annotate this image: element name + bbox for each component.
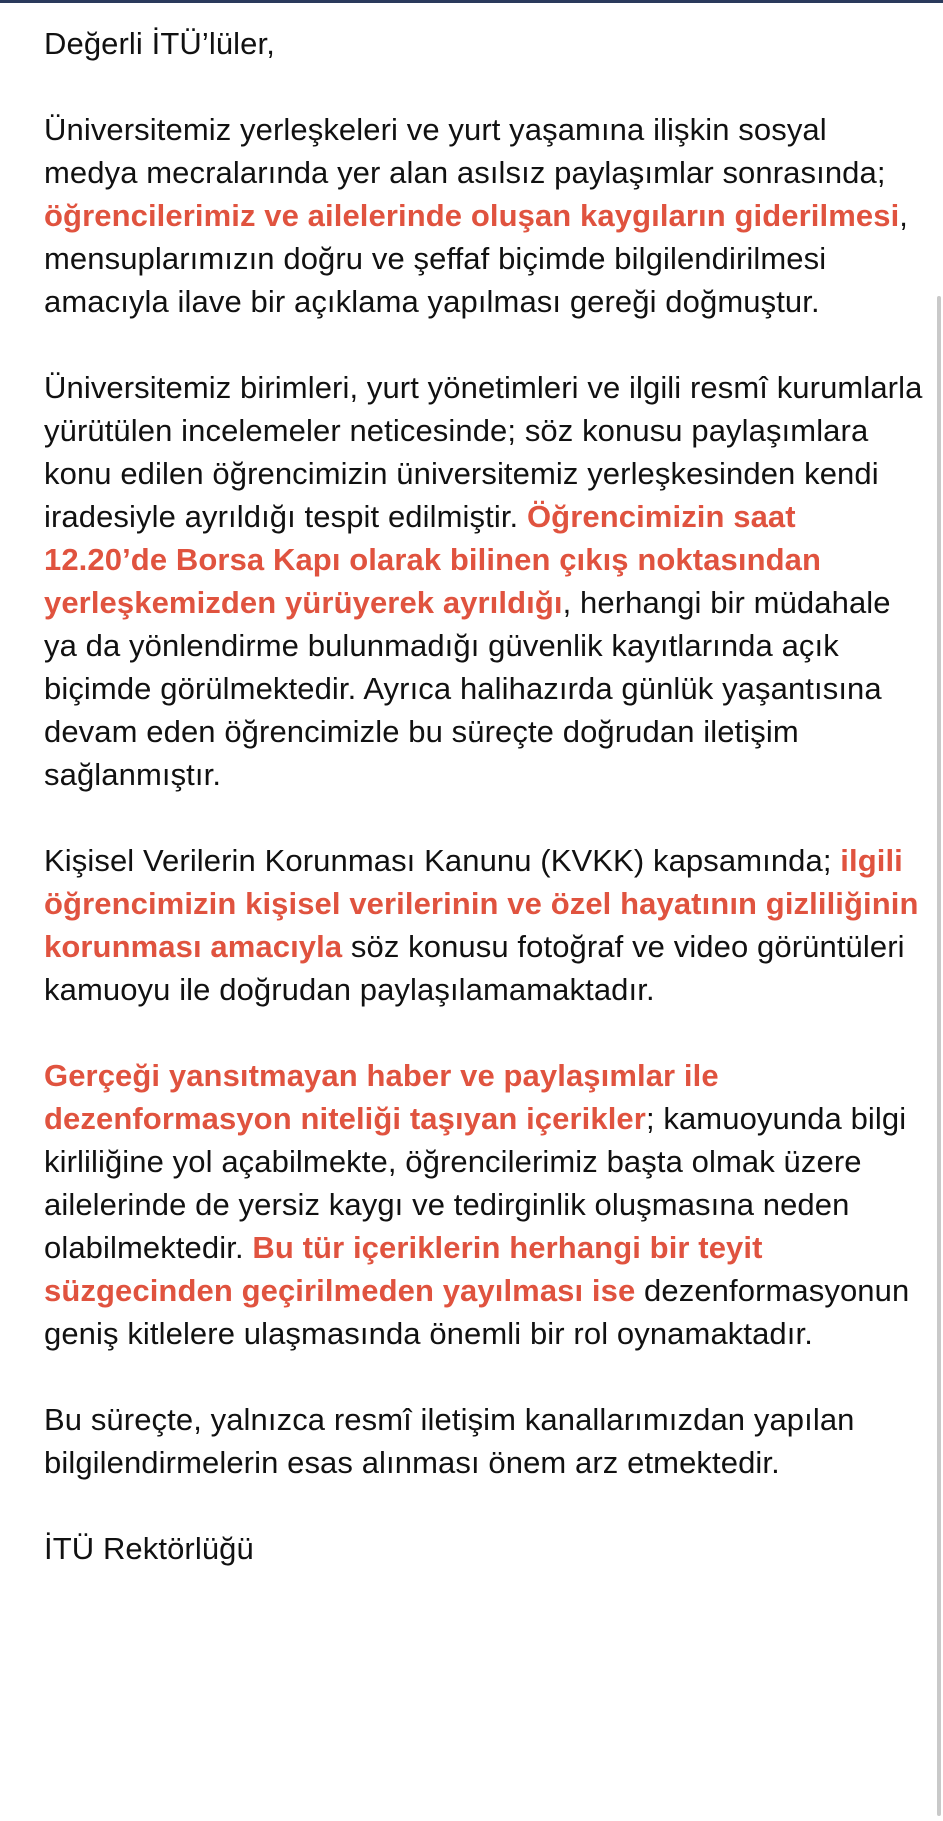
- paragraph-2-text-b: , herhangi bir müdahale ya da yönlendirme bulunmadığı güvenlik kayıtlarında açık biçimde görülmektedir. Ayrıca halihazırda günlük yaşantısına devam eden öğrencimizle bu süreçte doğrudan iletişim sağlanmıştır.: [44, 585, 891, 792]
- paragraph-2-text-a: Üniversitemiz birimleri, yurt yönetimleri ve ilgili resmî kurumlarla yürütülen incelemeler neticesinde; söz konusu paylaşımlara konu edilen öğrencimizin üniversitemiz yerleşkesinden kendi iradesiyle ayrıldığı tespit edilmiştir.: [44, 370, 923, 534]
- paragraph-2-highlight: Öğrencimizin saat 12.20’de Borsa Kapı olarak bilinen çıkış noktasından yerleşkemizden yürüyerek ayrıldığı: [44, 499, 822, 620]
- paragraph-5: Bu süreçte, yalnızca resmî iletişim kanallarımızdan yapılan bilgilendirmelerin esas alınması önem arz etmektedir.: [44, 1402, 855, 1480]
- signature: İTÜ Rektörlüğü: [44, 1531, 254, 1566]
- paragraph-3-text-b: söz konusu fotoğraf ve video görüntüleri kamuoyu ile doğrudan paylaşılamamaktadır.: [44, 929, 905, 1007]
- paragraph-1-highlight: öğrencilerimiz ve ailelerinde oluşan kaygıların giderilmesi: [44, 198, 900, 233]
- paragraph-4-text-b: dezenformasyonun geniş kitlelere ulaşmasında önemli bir rol oynamaktadır.: [44, 1273, 910, 1351]
- paragraph-4-text-a: ; kamuoyunda bilgi kirliliğine yol açabilmekte, öğrencilerimiz başta olmak üzere ailelerinde de yersiz kaygı ve tedirginlik oluşmasına neden olabilmektedir.: [44, 1101, 907, 1265]
- paragraph-4-highlight-2: Bu tür içeriklerin herhangi bir teyit süzgecinden geçirilmeden yayılması ise: [44, 1230, 763, 1308]
- letter-body: [44, 22, 924, 1613]
- paragraph-1-text-b: , mensuplarımızın doğru ve şeffaf biçimde bilgilendirilmesi amacıyla ilave bir açıklama yapılması gereği doğmuştur.: [44, 198, 909, 319]
- paragraph-3-text-a: Kişisel Verilerin Korunması Kanunu (KVKK) kapsamında;: [44, 843, 841, 878]
- greeting: Değerli İTÜ’lüler,: [44, 26, 275, 61]
- top-edge-line: [0, 0, 943, 3]
- paragraph-4: [44, 1054, 924, 1355]
- scrollbar[interactable]: [937, 296, 941, 1816]
- paragraph-4-highlight-1: Gerçeği yansıtmayan haber ve paylaşımlar ile dezenformasyon niteliği taşıyan içerikler: [44, 1058, 719, 1136]
- paragraph-1-text-a: Üniversitemiz yerleşkeleri ve yurt yaşamına ilişkin sosyal medya mecralarında yer alan asılsız paylaşımlar sonrasında;: [44, 112, 886, 190]
- paragraph-2: [44, 366, 924, 796]
- paragraph-1: [44, 108, 924, 323]
- paragraph-3: [44, 839, 924, 1011]
- paragraph-3-highlight: ilgili öğrencimizin kişisel verilerinin ve özel hayatının gizliliğinin korunması amacıyla: [44, 843, 919, 964]
